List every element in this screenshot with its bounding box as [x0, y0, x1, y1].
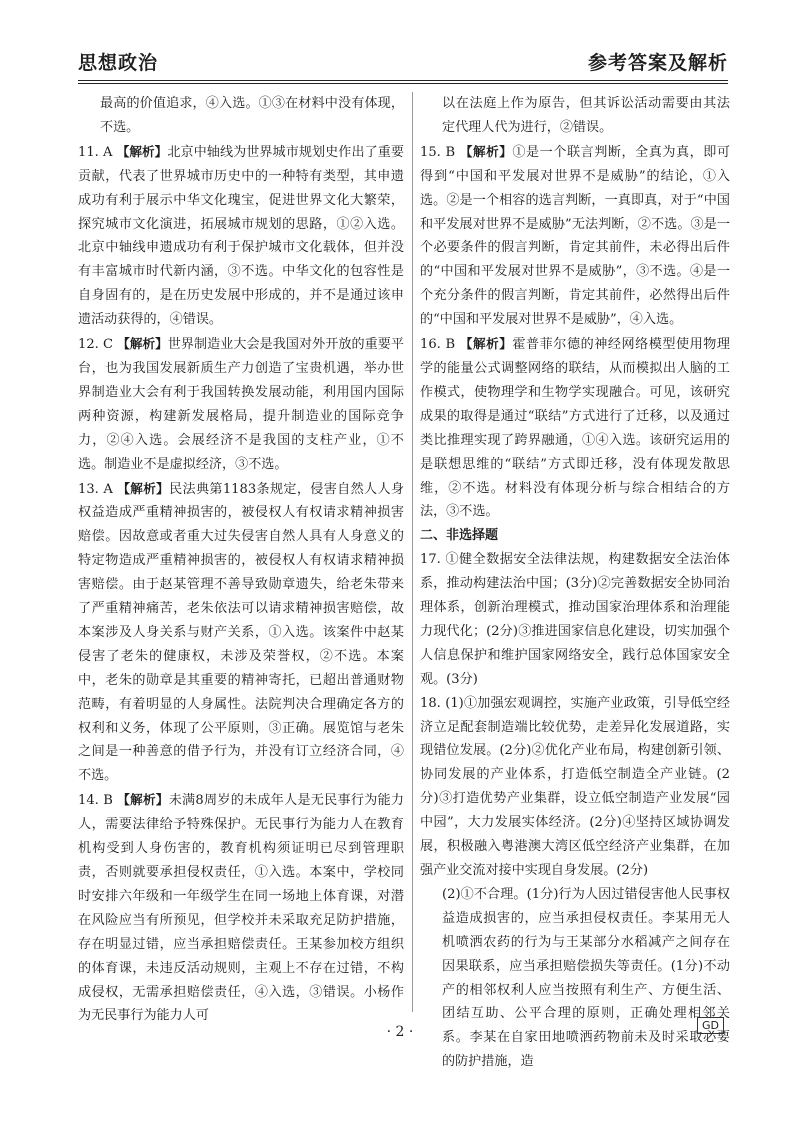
question-number: 11. A [78, 144, 113, 160]
analysis-tag: 【解析】 [117, 792, 169, 808]
right-column [420, 92, 730, 1074]
answer-item [420, 692, 730, 883]
answer-item [420, 548, 730, 691]
question-number: 17. [420, 552, 441, 568]
answer-text: 未满8周岁的未成年人是无民事行为能力人，需要法律给予特殊保护。无民事行为能力人在教育机构受到人身伤害的，教育机构须证明已尽到管理职责，否则就要承担侵权责任，①入选。本案中，学校同时安排六年级和一年级学生在同一场地上体育课，对潜在风险应当有所预见，但学校并未采取充足防护措施，存在明显过错，应当承担赔偿责任。王某参加校方组织的体育课，未违反活动规则，主观上不存在过错，不构成侵权，无需承担赔偿责任，④入选，③错误。小杨作为无民事行为能力人可 [78, 793, 404, 1024]
page-header [78, 48, 728, 80]
answer-text: (2)①不合理。(1分)行为人因过错侵害他人民事权益造成损害的，应当承担侵权责任。李某用无人机喷洒农药的行为与王某部分水稻减产之间存在因果联系，应当承担赔偿损失等责任。(1分)不动产的相邻权利人应当按照有利生产、方便生活、团结互助、公平合理的原则，正确处理相邻关系。李某在自家田地喷洒药物前未及时采取必要的防护措施，造 [442, 886, 730, 1070]
analysis-tag: 【解析】 [117, 480, 170, 496]
answer-continuation [420, 92, 730, 140]
page-number: · 2 · [386, 1024, 414, 1040]
answer-text: ①是一个联言判断，全真为真，即可得到“中国和平发展对世界不是威胁”的结论，①入选。②是一个相容的选言判断，一真即真，对于“中国和平发展对世界不是威胁”无法判断，②不选。③是一个必要条件的假言判断，肯定其前件，未必得出后件的“中国和平发展对世界不是威胁”，③不选。④是一个充分条件的假言判断，肯定其前件，必然得出后件的“中国和平发展对世界不是威胁”，④入选。 [420, 144, 731, 328]
answer-item [78, 477, 404, 789]
answer-continuation [420, 883, 730, 1074]
answer-text: 最高的价值追求，④入选。①③在材料中没有体现，不选。 [100, 96, 404, 135]
answer-text: 北京中轴线为世界城市规划史作出了重要贡献，代表了世界城市历史中的一种特有类型，其申遗成功有利于展示中华文化瑰宝，促进世界文化大繁荣，探究城市文化演进，拓展城市规划的思路，①②入选。北京中轴线申遗成功有利于保护城市文化载体，但并没有丰富城市时代新内涵，③不选。中华文化的包容性是自身固有的，是在历史发展中形成的，并不是通过该申遗活动获得的，④错误。 [78, 144, 405, 328]
answer-text: 以在法庭上作为原告，但其诉讼活动需要由其法定代理人代为进行，②错误。 [442, 96, 730, 135]
analysis-tag: 【解析】 [459, 336, 513, 352]
question-number: 15. B [420, 144, 456, 160]
section-title: 二、非选择题 [420, 528, 499, 544]
question-number: 12. C [78, 337, 114, 353]
edition-badge: GD [697, 1017, 724, 1034]
answer-item [78, 788, 404, 1028]
answer-text: 霍普菲尔德的神经网络模型使用物理学的能量公式调整网络的联结，从而模拟出人脑的工作模式，使物理学和生物学实现融合。可见，该研究成果的取得是通过“联结”方式进行了迁移，以及通过类比推理实现了跨界融通，①④入选。该研究运用的是联想思维的“联结”方式即迁移，没有体现发散思维，②不选。材料没有体现分析与综合相结合的方法，③不选。 [420, 337, 731, 520]
analysis-tag: 【解析】 [459, 143, 513, 159]
column-divider [412, 92, 413, 1012]
answer-item [420, 140, 730, 332]
analysis-tag: 【解析】 [116, 143, 168, 159]
question-number: 18. [420, 695, 441, 711]
answer-continuation [78, 92, 404, 140]
answer-item [420, 332, 730, 524]
analysis-tag: 【解析】 [117, 336, 168, 352]
question-number: 16. B [420, 337, 456, 353]
question-number: 13. A [78, 481, 113, 497]
answer-text: 民法典第1183条规定，侵害自然人人身权益造成严重精神损害的，被侵权人有权请求精神损害赔偿。因故意或者重大过失侵害自然人具有人身意义的特定物造成严重精神损害的，被侵权人有权请求精神损害赔偿。由于赵某管理不善导致勋章遗失，给老朱带来了严重精神痛苦，老朱依法可以请求精神损害赔偿，故本案涉及人身关系与财产关系，①入选。该案件中赵某侵害了老朱的健康权，未涉及荣誉权，②不选。本案中，老朱的勋章是其重要的精神寄托，已超出普通财物范畴，有着明显的人身属性。法院判决合理确定各方的权利和义务，体现了公平原则，③正确。展览馆与老朱之间是一种善意的借予行为，并没有订立经济合同，④不选。 [78, 481, 404, 784]
header-rule [78, 80, 728, 84]
answer-item [78, 140, 404, 332]
answer-text: (1)①加强宏观调控，实施产业政策，引导低空经济立足配套制造端比较优势，走差异化发展道路，实现错位发展。(2分)②优化产业布局，构建创新引领、协同发展的产业体系，打造低空制造全产业链。(2分)③打造优势产业集群，设立低空制造产业发展“园中园”，大力发展实体经济。(2分)④坚持区域协调发展，积极融入粤港澳大湾区低空经济产业集群，在加强产业交流对接中实现自身发展。(2分) [420, 695, 731, 878]
left-column [78, 92, 404, 1028]
answer-item [78, 332, 404, 476]
answer-title: 参考答案及解析 [587, 52, 728, 74]
question-number: 14. B [78, 793, 113, 809]
answer-text: ①健全数据安全法律法规，构建数据安全法治体系，推动构建法治中国；(3分)②完善数据安全协同治理体系，创新治理模式，推动国家治理体系和治理能力现代化；(2分)③推进国家信息化建设，切实加强个人信息保护和维护国家网络安全，践行总体国家安全观。(3分) [420, 552, 730, 687]
subject-title: 思想政治 [78, 52, 159, 74]
answer-text: 世界制造业大会是我国对外开放的重要平台，也为我国发展新质生产力创造了宝贵机遇，举办世界制造业大会有利于我国转换发展动能，利用国内国际两种资源，构建新发展格局，提升制造业的国际竞争力，②④入选。会展经济不是我国的支柱产业，①不选。制造业不是虚拟经济，③不选。 [78, 337, 405, 472]
